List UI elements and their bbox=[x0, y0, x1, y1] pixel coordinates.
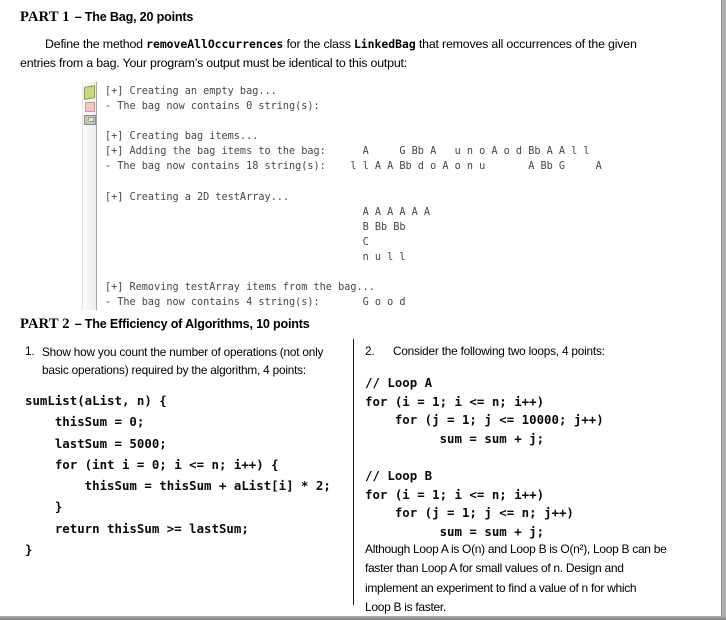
part2-heading-subtitle: – The Efficiency of Algorithms, 10 points bbox=[74, 317, 310, 331]
text-run: Define the method bbox=[45, 37, 147, 51]
loops-code-block bbox=[365, 374, 604, 541]
console-line: A A A A A A bbox=[105, 206, 431, 218]
console-line: [+] Removing testArray items from the bag... bbox=[105, 282, 375, 294]
question-2-text: Consider the following two loops, 4 points: bbox=[393, 344, 605, 358]
code-line: } bbox=[25, 542, 33, 558]
code-line: thisSum = 0; bbox=[25, 414, 145, 430]
note-line: implement an experiment to find a value of n for which bbox=[365, 580, 637, 595]
part1-heading-subtitle: – The Bag, 20 points bbox=[74, 10, 194, 24]
code-line: for (i = 1; i <= n; i++) bbox=[365, 393, 545, 409]
code-line: for (j = 1; j <= n; j++) bbox=[365, 505, 574, 521]
console-line: [+] Creating a 2D testArray... bbox=[105, 191, 290, 203]
question-1-text bbox=[25, 344, 323, 379]
code-line: for (int i = 0; i <= n; i++) { bbox=[25, 456, 279, 472]
inline-code: removeAllOccurrences bbox=[146, 37, 284, 51]
terminate-icon[interactable] bbox=[85, 102, 95, 112]
console-line: C bbox=[105, 236, 369, 248]
code-line: sumList(aList, n) { bbox=[25, 393, 167, 408]
intro-line-2: entries from a bag. Your program’s output must be identical to this output: bbox=[20, 56, 408, 70]
page-right-edge bbox=[721, 0, 726, 620]
console-line: - The bag now contains 4 string(s): G o o d bbox=[105, 297, 406, 309]
code-line: return thisSum >= lastSum; bbox=[25, 520, 249, 536]
console-line: [+] Adding the bag items to the bag: A G Bb A u n o A o d Bb A A l l bbox=[105, 146, 590, 158]
console-line: n u l l bbox=[105, 252, 406, 264]
pin-console-icon[interactable] bbox=[84, 85, 95, 100]
console-line: [+] Creating bag items... bbox=[105, 131, 259, 143]
question-2 bbox=[365, 344, 605, 358]
intro-line-1 bbox=[20, 35, 637, 54]
part2-heading-label: PART 2 bbox=[20, 316, 70, 332]
code-line: // Loop A bbox=[365, 375, 433, 390]
sumlist-code-block bbox=[25, 390, 331, 560]
display-selected-console-icon[interactable] bbox=[84, 115, 96, 125]
code-line: for (i = 1; i <= n; i++) bbox=[365, 486, 545, 502]
code-line: for (j = 1; j <= 10000; j++) bbox=[365, 412, 604, 428]
code-line: sum = sum + j; bbox=[365, 430, 545, 446]
question-1-line: Show how you count the number of operations (not only bbox=[42, 345, 324, 359]
console-line: [+] Creating an empty bag... bbox=[105, 86, 277, 97]
part1-intro-paragraph bbox=[20, 35, 637, 73]
note-line: faster than Loop A for small values of n. Design and bbox=[365, 561, 624, 576]
console-line: - The bag now contains 0 string(s): bbox=[105, 101, 320, 113]
console-line bbox=[105, 265, 602, 280]
question-2-marker: 2. bbox=[365, 344, 375, 358]
code-line: sum = sum + j; bbox=[365, 523, 545, 539]
console-line: B Bb Bb bbox=[105, 221, 406, 233]
console-line bbox=[105, 114, 602, 129]
console-line bbox=[105, 175, 602, 190]
console-text bbox=[105, 84, 602, 310]
code-line bbox=[365, 448, 604, 467]
part2-heading bbox=[20, 315, 310, 333]
question-2-note-paragraph bbox=[365, 540, 666, 617]
note-line: Although Loop A is O(n) and Loop B is O(n²), Loop B can be bbox=[365, 542, 667, 556]
question-1 bbox=[25, 344, 323, 379]
inline-code: LinkedBag bbox=[353, 37, 416, 51]
part1-heading bbox=[20, 8, 193, 26]
page-bottom-edge bbox=[0, 616, 726, 620]
question-1-line: basic operations) required by the algorithm, 4 points: bbox=[42, 362, 306, 377]
code-line: thisSum = thisSum + aList[i] * 2; bbox=[25, 478, 331, 494]
part1-heading-label: PART 1 bbox=[20, 9, 70, 25]
note-line: Loop B is faster. bbox=[365, 599, 446, 614]
console-output-box bbox=[82, 82, 722, 310]
console-toolbar bbox=[82, 82, 97, 310]
code-line: lastSum = 5000; bbox=[25, 435, 167, 451]
column-divider bbox=[353, 339, 354, 605]
text-run: for the class bbox=[283, 37, 354, 51]
console-line: - The bag now contains 18 string(s): l l A A Bb d o A o n u A Bb G A bbox=[105, 161, 602, 173]
code-line: // Loop B bbox=[365, 467, 433, 483]
code-line: } bbox=[25, 499, 63, 515]
question-1-marker: 1. bbox=[25, 344, 35, 358]
text-run: that removes all occurrences of the given bbox=[415, 37, 637, 51]
